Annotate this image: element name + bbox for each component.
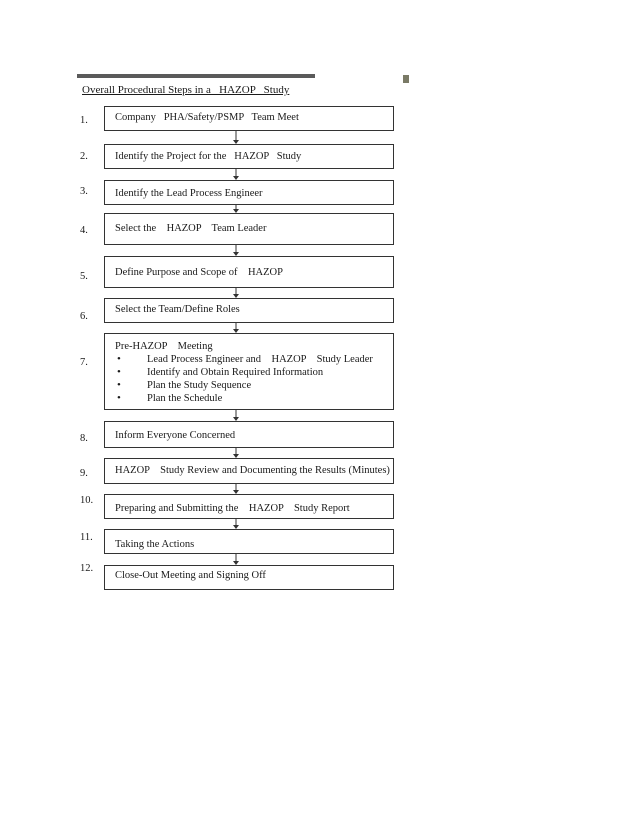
step-number: 8.: [80, 433, 88, 444]
step-box: [104, 256, 394, 288]
connector-arrow: [231, 410, 241, 421]
connector-arrow: [231, 519, 241, 529]
connector-arrow: [231, 554, 241, 565]
connector-arrow: [231, 448, 241, 458]
step-number: 5.: [80, 271, 88, 282]
step-label: Identify the Project for the HAZOP Study: [115, 151, 302, 162]
step-bullet: • Identify and Obtain Required Information: [115, 366, 373, 379]
step-number: 1.: [80, 115, 88, 126]
top-rule: [77, 74, 315, 78]
step-box: [104, 529, 394, 554]
step-box: [104, 106, 394, 131]
step-bullet: • Lead Process Engineer and HAZOP Study Leader: [115, 353, 373, 366]
step-box: [104, 421, 394, 448]
connector-arrow: [231, 205, 241, 213]
step-label: Preparing and Submitting the HAZOP Study Report: [115, 503, 350, 514]
step-bullet: • Plan the Schedule: [115, 392, 373, 405]
step-box: [104, 333, 394, 410]
connector-arrow: [231, 484, 241, 494]
step-label: Taking the Actions: [115, 539, 195, 550]
step-number: 9.: [80, 468, 88, 479]
connector-arrow: [231, 169, 241, 180]
step-number: 10.: [80, 495, 94, 506]
step-number: 7.: [80, 357, 88, 368]
step-box: [104, 494, 394, 519]
step-number: 3.: [80, 186, 88, 197]
step-label: Select the HAZOP Team Leader: [115, 223, 267, 234]
step-label: Close-Out Meeting and Signing Off: [115, 570, 266, 581]
step-number: 6.: [80, 311, 88, 322]
step-bullet: • Plan the Study Sequence: [115, 379, 373, 392]
diagram-title: Overall Procedural Steps in a HAZOP Study: [82, 84, 290, 96]
connector-arrow: [231, 131, 241, 144]
step-label: Inform Everyone Concerned: [115, 430, 236, 441]
step-label: Pre-HAZOP Meeting: [115, 341, 213, 352]
side-marker: [403, 75, 409, 83]
connector-arrow: [231, 245, 241, 256]
step-number: 2.: [80, 151, 88, 162]
step-label: Define Purpose and Scope of HAZOP: [115, 267, 283, 278]
step-box: [104, 458, 394, 484]
step-label: Identify the Lead Process Engineer: [115, 188, 263, 199]
step-number: 11.: [80, 532, 93, 543]
step-box: [104, 213, 394, 245]
step-label: Company PHA/Safety/PSMP Team Meet: [115, 112, 299, 123]
step-box: [104, 298, 394, 323]
step-box: [104, 565, 394, 590]
connector-arrow: [231, 288, 241, 298]
step-box: [104, 144, 394, 169]
step-box: [104, 180, 394, 205]
step-label: Select the Team/Define Roles: [115, 304, 240, 315]
step-number: 4.: [80, 225, 88, 236]
connector-arrow: [231, 323, 241, 333]
step-number: 12.: [80, 563, 94, 574]
step-label: HAZOP Study Review and Documenting the Results (Minutes): [115, 465, 390, 476]
